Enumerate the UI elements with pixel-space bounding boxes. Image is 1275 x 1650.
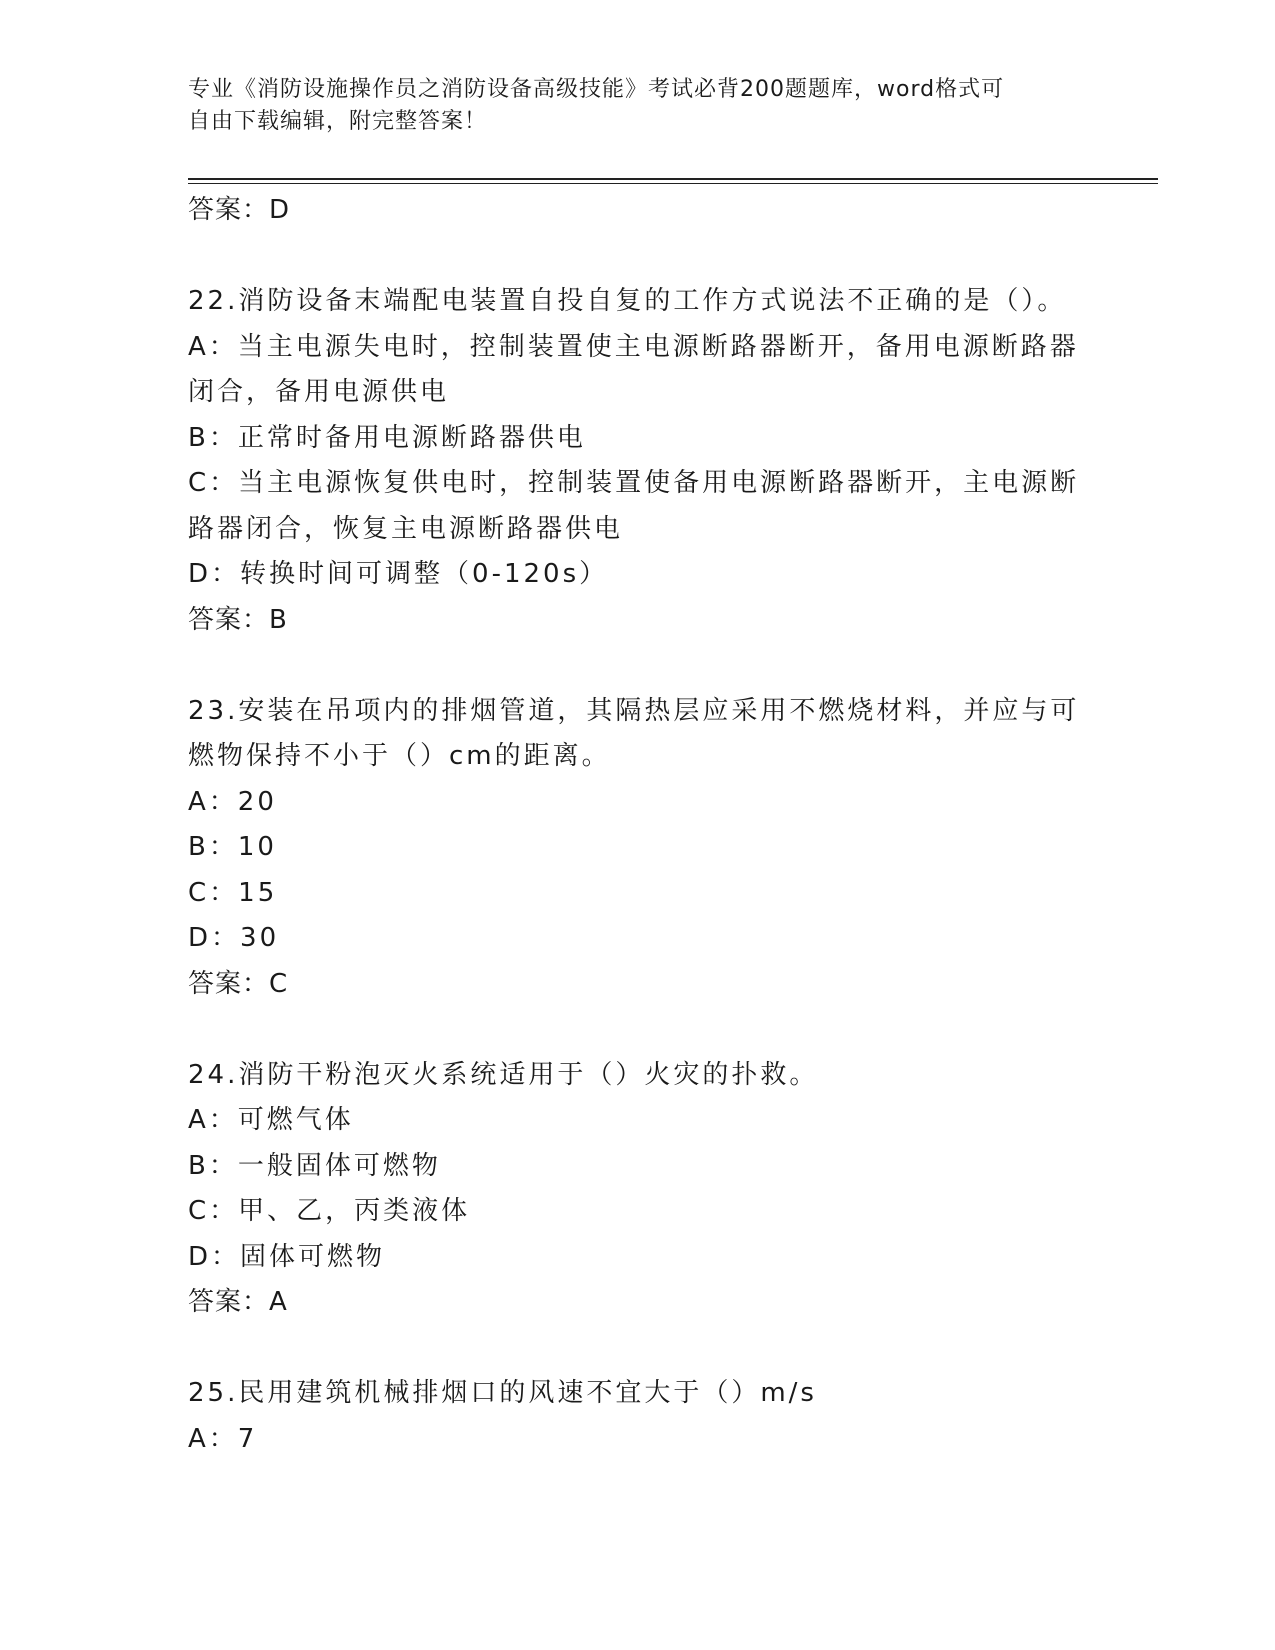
spacer bbox=[188, 1007, 1088, 1053]
option-d: D：固体可燃物 bbox=[188, 1241, 386, 1272]
header-line-2: 自由下载编辑，附完整答案！ bbox=[188, 109, 488, 134]
question-list bbox=[188, 188, 1088, 1462]
option-a: A：20 bbox=[188, 786, 277, 817]
question-stem: 25.民用建筑机械排烟口的风速不宜大于（）m/s bbox=[188, 1378, 817, 1408]
document-header bbox=[188, 74, 1088, 138]
spacer bbox=[188, 234, 1088, 280]
option-a: A：当主电源失电时，控制装置使主电源断路器断开，备用电源断路器 bbox=[188, 331, 1079, 362]
answer-label: 答案：A bbox=[188, 1287, 288, 1317]
option-c: C：甲、乙，丙类液体 bbox=[188, 1196, 471, 1226]
answer-label: 答案：B bbox=[188, 604, 288, 635]
question-stem: 22.消防设备末端配电装置自投自复的工作方式说法不正确的是（）。 bbox=[188, 286, 1067, 316]
question-stem: 23.安装在吊项内的排烟管道，其隔热层应采用不燃烧材料，并应与可 bbox=[188, 695, 1080, 726]
question-stem: 24.消防干粉泡灭火系统适用于（）火灾的扑救。 bbox=[188, 1059, 819, 1090]
question-block bbox=[188, 1371, 1088, 1462]
option-d: D：30 bbox=[188, 923, 280, 953]
spacer bbox=[188, 1326, 1088, 1372]
option-d: D：转换时间可调整（0-120s） bbox=[188, 559, 609, 589]
answer-label: 答案：C bbox=[188, 968, 289, 999]
option-b: B：一般固体可燃物 bbox=[188, 1150, 441, 1181]
header-divider-thin bbox=[188, 183, 1158, 184]
header-divider-thick bbox=[188, 178, 1158, 180]
option-c: C：当主电源恢复供电时，控制装置使备用电源断路器断开，主电源断 bbox=[188, 468, 1080, 498]
option-b: B：正常时备用电源断路器供电 bbox=[188, 422, 586, 453]
option-c: C：15 bbox=[188, 877, 278, 908]
option-a: A：7 bbox=[188, 1423, 258, 1454]
question-block bbox=[188, 1053, 1088, 1326]
option-a-continued: 闭合，备用电源供电 bbox=[188, 377, 450, 407]
option-b: B：10 bbox=[188, 832, 277, 862]
option-c-continued: 路器闭合，恢复主电源断路器供电 bbox=[188, 513, 624, 544]
header-line-1: 专业《消防设施操作员之消防设备高级技能》考试必背200题题库，word格式可 bbox=[188, 77, 1005, 102]
answer-label: 答案：D bbox=[188, 195, 291, 225]
question-stem-continued: 燃物保持不小于（）cm的距离。 bbox=[188, 741, 611, 771]
option-a: A：可燃气体 bbox=[188, 1105, 354, 1135]
question-block bbox=[188, 279, 1088, 643]
spacer bbox=[188, 643, 1088, 689]
question-block bbox=[188, 689, 1088, 1008]
